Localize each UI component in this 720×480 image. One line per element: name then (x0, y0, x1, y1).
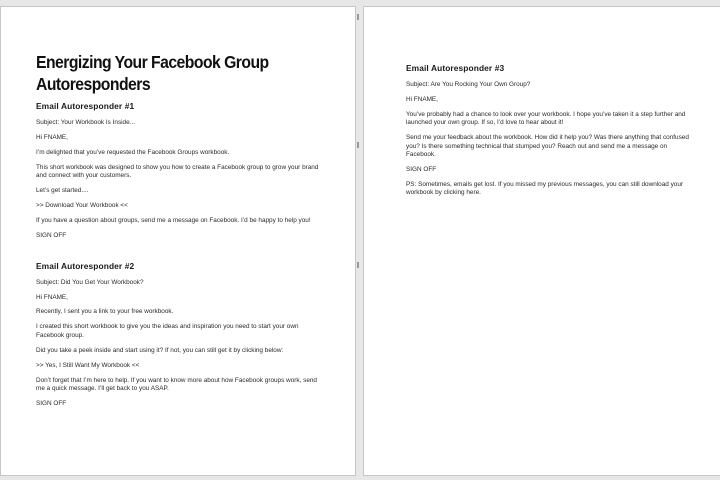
email-1-paragraph: Let’s get started.... (36, 187, 89, 195)
email-1-download-link: >> Download Your Workbook << (36, 201, 128, 209)
email-2-workbook-link: >> Yes, I Still Want My Workbook << (36, 361, 140, 369)
email-3-paragraph: You’ve probably had a chance to look over your workbook. I hope you’ve taken it a step further and launched your own group. If so, I’d love to hear about it! (406, 110, 686, 127)
page-edge-marker (357, 262, 359, 268)
email-section-2 (36, 261, 324, 409)
email-2-subject: Subject: Did You Get Your Workbook? (36, 278, 144, 286)
email-2-paragraph: Recently, I sent you a link to your free workbook. (36, 308, 174, 316)
document-page-1 (0, 6, 356, 476)
email-1-signoff: SIGN OFF (36, 231, 67, 239)
email-2-paragraph: Did you take a peek inside and start using it? If not, you can still get it by clicking below: (36, 346, 284, 354)
page-2-content (406, 63, 696, 204)
page-edge-marker (357, 14, 359, 20)
page-1-content (36, 51, 324, 415)
email-2-heading: Email Autoresponder #2 (36, 260, 135, 271)
email-1-paragraph: If you have a question about groups, send me a message on Facebook. I’d be happy to help you! (36, 216, 311, 224)
email-2-signoff: SIGN OFF (36, 399, 67, 407)
email-1-subject: Subject: Your Workbook Is Inside... (36, 119, 135, 126)
section-spacer (36, 247, 324, 261)
email-section-3 (406, 63, 696, 198)
email-1-greeting: Hi FNAME, (36, 133, 68, 141)
email-1-heading: Email Autoresponder #1 (36, 101, 135, 111)
email-2-greeting: Hi FNAME, (36, 293, 68, 301)
email-3-greeting: Hi FNAME, (406, 95, 438, 103)
email-1-paragraph: This short workbook was designed to show you how to create a Facebook group to grow your brand and connect with your customers. (36, 163, 319, 180)
email-1-paragraph: I’m delighted that you’ve requested the Facebook Groups workbook. (36, 148, 230, 156)
email-2-paragraph: I created this short workbook to give you the ideas and inspiration you need to start your own Facebook group. (36, 323, 299, 339)
email-3-signoff: SIGN OFF (406, 165, 437, 173)
email-2-paragraph: Don’t forget that I’m here to help. If you want to know more about how Facebook groups work, send me a quick message. I’ll get back to you ASAP. (36, 376, 317, 392)
page-edge-marker (357, 142, 359, 148)
document-page-2 (363, 6, 720, 476)
email-section-1 (36, 101, 324, 240)
email-3-subject: Subject: Are You Rocking Your Own Group? (406, 81, 531, 88)
email-3-heading: Email Autoresponder #3 (406, 63, 505, 73)
document-title: Energizing Your Facebook Group Autoresponders (36, 52, 269, 94)
email-3-paragraph: Send me your feedback about the workbook. How did it help you? Was there anything that confused you? Is there something technical that stumped you? Reach out and send me a message on Facebook. (406, 134, 689, 158)
email-3-postscript: PS: Sometimes, emails get lost. If you missed my previous messages, you can still download your workbook by clicking here. (406, 180, 684, 197)
